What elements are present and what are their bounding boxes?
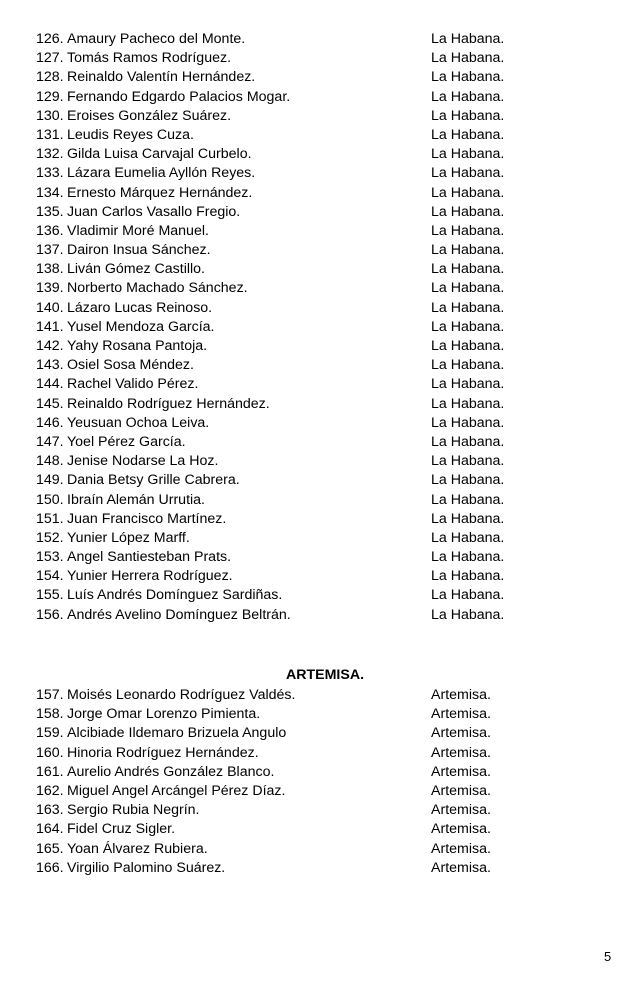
habana-list bbox=[36, 30, 596, 625]
person-name: Yoel Pérez García. bbox=[67, 433, 186, 450]
person-name: Reinaldo Rodríguez Hernández. bbox=[67, 395, 270, 412]
item-number: 148. bbox=[36, 453, 64, 470]
province-name: La Habana. bbox=[431, 299, 505, 316]
person-name: Dairon Insua Sánchez. bbox=[67, 242, 211, 259]
list-item bbox=[36, 337, 596, 356]
province-name: La Habana. bbox=[431, 126, 505, 143]
person-name: Fidel Cruz Sigler. bbox=[67, 821, 176, 838]
item-number: 155. bbox=[36, 587, 64, 604]
item-number: 164. bbox=[36, 821, 64, 838]
person-name: Yahy Rosana Pantoja. bbox=[67, 338, 208, 354]
list-item bbox=[36, 801, 596, 820]
person-name: Yoan Álvarez Rubiera. bbox=[67, 840, 208, 857]
item-number: 147. bbox=[36, 433, 64, 450]
item-number: 141. bbox=[36, 318, 64, 335]
province-name: Artemisa. bbox=[431, 725, 491, 742]
province-name: La Habana. bbox=[431, 318, 505, 335]
person-name: Leudis Reyes Cuza. bbox=[67, 126, 194, 143]
province-name: La Habana. bbox=[431, 395, 505, 412]
province-name: La Habana. bbox=[431, 280, 505, 297]
person-name: Reinaldo Valentín Hernández. bbox=[67, 69, 256, 86]
item-number: 132. bbox=[36, 146, 64, 163]
list-item bbox=[36, 606, 596, 625]
item-number: 166. bbox=[36, 859, 64, 876]
item-number: 133. bbox=[36, 165, 64, 182]
person-name: Lázaro Lucas Reinoso. bbox=[67, 299, 213, 316]
item-number: 157. bbox=[36, 687, 64, 703]
item-number: 139. bbox=[36, 280, 64, 297]
province-name: La Habana. bbox=[431, 261, 505, 278]
list-item bbox=[36, 375, 596, 394]
item-number: 131. bbox=[36, 126, 64, 143]
person-name: Virgilio Palomino Suárez. bbox=[67, 859, 226, 876]
item-number: 135. bbox=[36, 203, 64, 220]
list-item bbox=[36, 68, 596, 87]
item-number: 129. bbox=[36, 88, 64, 105]
list-item bbox=[36, 548, 596, 567]
list-item bbox=[36, 859, 596, 878]
list-item bbox=[36, 820, 596, 839]
province-name: La Habana. bbox=[431, 529, 505, 546]
person-name: Ibraín Alemán Urrutia. bbox=[67, 491, 205, 508]
person-name: Yeusuan Ochoa Leiva. bbox=[67, 414, 210, 431]
list-item bbox=[36, 840, 596, 859]
province-name: La Habana. bbox=[431, 376, 505, 393]
province-name: Artemisa. bbox=[431, 706, 491, 723]
province-name: La Habana. bbox=[431, 568, 505, 585]
person-name: Eroises González Suárez. bbox=[67, 107, 232, 124]
province-name: La Habana. bbox=[431, 242, 505, 259]
province-name: Artemisa. bbox=[431, 859, 491, 876]
list-item bbox=[36, 586, 596, 605]
province-name: La Habana. bbox=[431, 453, 505, 470]
list-item bbox=[36, 241, 596, 260]
province-name: Artemisa. bbox=[431, 687, 491, 703]
list-item bbox=[36, 686, 596, 705]
person-name: Jenise Nodarse La Hoz. bbox=[67, 453, 219, 470]
person-name: Tomás Ramos Rodríguez. bbox=[67, 50, 232, 67]
province-name: La Habana. bbox=[431, 69, 505, 86]
province-name: La Habana. bbox=[431, 433, 505, 450]
artemisa-list bbox=[36, 686, 596, 878]
list-item bbox=[36, 782, 596, 801]
item-number: 137. bbox=[36, 242, 64, 259]
person-name: Aurelio Andrés González Blanco. bbox=[67, 763, 275, 780]
item-number: 138. bbox=[36, 261, 64, 278]
person-name: Gilda Luisa Carvajal Curbelo. bbox=[67, 146, 252, 163]
province-name: La Habana. bbox=[431, 203, 505, 220]
item-number: 163. bbox=[36, 802, 64, 819]
province-name: Artemisa. bbox=[431, 763, 491, 780]
item-number: 143. bbox=[36, 357, 64, 374]
person-name: Juan Carlos Vasallo Fregio. bbox=[67, 203, 241, 220]
list-item bbox=[36, 724, 596, 743]
list-item bbox=[36, 30, 596, 49]
province-name: La Habana. bbox=[431, 587, 505, 604]
list-item bbox=[36, 126, 596, 145]
list-item bbox=[36, 395, 596, 414]
person-name: Andrés Avelino Domínguez Beltrán. bbox=[67, 606, 291, 623]
list-item bbox=[36, 510, 596, 529]
item-number: 146. bbox=[36, 414, 64, 431]
province-name: La Habana. bbox=[431, 88, 505, 105]
list-item bbox=[36, 279, 596, 298]
province-name: La Habana. bbox=[431, 357, 505, 374]
item-number: 140. bbox=[36, 299, 64, 316]
list-item bbox=[36, 299, 596, 318]
person-name: Yusel Mendoza García. bbox=[67, 318, 215, 335]
province-name: La Habana. bbox=[431, 606, 505, 623]
list-item bbox=[36, 318, 596, 337]
artemisa-heading: ARTEMISA. bbox=[285, 667, 365, 683]
item-number: 130. bbox=[36, 107, 64, 124]
person-name: Dania Betsy Grille Cabrera. bbox=[67, 472, 240, 489]
person-name: Lázara Eumelia Ayllón Reyes. bbox=[67, 165, 256, 182]
person-name: Fernando Edgardo Palacios Mogar. bbox=[67, 88, 291, 105]
person-name: Ernesto Márquez Hernández. bbox=[67, 184, 253, 201]
list-item bbox=[36, 763, 596, 782]
item-number: 161. bbox=[36, 763, 64, 780]
item-number: 145. bbox=[36, 395, 64, 412]
list-item bbox=[36, 222, 596, 241]
item-number: 151. bbox=[36, 510, 64, 527]
person-name: Norberto Machado Sánchez. bbox=[67, 280, 248, 297]
list-item bbox=[36, 744, 596, 763]
list-item bbox=[36, 107, 596, 126]
province-name: La Habana. bbox=[431, 107, 505, 124]
list-item bbox=[36, 88, 596, 107]
item-number: 149. bbox=[36, 472, 64, 489]
province-name: La Habana. bbox=[431, 165, 505, 182]
list-item bbox=[36, 567, 596, 586]
province-name: La Habana. bbox=[431, 184, 505, 201]
province-name: Artemisa. bbox=[431, 802, 491, 819]
list-item bbox=[36, 145, 596, 164]
province-name: La Habana. bbox=[431, 338, 505, 354]
item-number: 156. bbox=[36, 606, 64, 623]
province-name: La Habana. bbox=[431, 472, 505, 489]
province-name: La Habana. bbox=[431, 146, 505, 163]
item-number: 136. bbox=[36, 222, 64, 239]
list-item bbox=[36, 260, 596, 279]
province-name: Artemisa. bbox=[431, 744, 491, 761]
item-number: 144. bbox=[36, 376, 64, 393]
item-number: 142. bbox=[36, 338, 64, 354]
province-name: La Habana. bbox=[431, 50, 505, 67]
item-number: 159. bbox=[36, 725, 64, 742]
item-number: 162. bbox=[36, 782, 64, 799]
page-number: 5 bbox=[604, 949, 612, 964]
province-name: La Habana. bbox=[431, 414, 505, 431]
list-item bbox=[36, 164, 596, 183]
item-number: 152. bbox=[36, 529, 64, 546]
item-number: 126. bbox=[36, 31, 64, 47]
person-name: Miguel Angel Arcángel Pérez Díaz. bbox=[67, 782, 286, 799]
person-name: Juan Francisco Martínez. bbox=[67, 510, 227, 527]
person-name: Amaury Pacheco del Monte. bbox=[67, 31, 246, 47]
province-name: Artemisa. bbox=[431, 840, 491, 857]
list-item bbox=[36, 433, 596, 452]
province-name: La Habana. bbox=[431, 491, 505, 508]
province-name: Artemisa. bbox=[431, 821, 491, 838]
item-number: 153. bbox=[36, 549, 64, 566]
province-name: La Habana. bbox=[431, 549, 505, 566]
list-item bbox=[36, 705, 596, 724]
person-name: Alcibiade Ildemaro Brizuela Angulo bbox=[67, 725, 287, 742]
list-item bbox=[36, 184, 596, 203]
person-name: Liván Gómez Castillo. bbox=[67, 261, 205, 278]
list-item bbox=[36, 491, 596, 510]
person-name: Yunier López Marff. bbox=[67, 529, 190, 546]
list-item bbox=[36, 356, 596, 375]
person-name: Jorge Omar Lorenzo Pimienta. bbox=[67, 706, 261, 723]
person-name: Angel Santiesteban Prats. bbox=[67, 549, 232, 566]
list-item bbox=[36, 471, 596, 490]
person-name: Osiel Sosa Méndez. bbox=[67, 357, 194, 374]
province-name: La Habana. bbox=[431, 222, 505, 239]
person-name: Vladimir Moré Manuel. bbox=[67, 222, 209, 239]
item-number: 150. bbox=[36, 491, 64, 508]
item-number: 134. bbox=[36, 184, 64, 201]
person-name: Sergio Rubia Negrín. bbox=[67, 802, 200, 819]
person-name: Luís Andrés Domínguez Sardiñas. bbox=[67, 587, 283, 604]
list-item bbox=[36, 203, 596, 222]
item-number: 154. bbox=[36, 568, 64, 585]
list-item bbox=[36, 452, 596, 471]
list-item bbox=[36, 529, 596, 548]
province-name: La Habana. bbox=[431, 510, 505, 527]
person-name: Hinoria Rodríguez Hernández. bbox=[67, 744, 259, 761]
item-number: 128. bbox=[36, 69, 64, 86]
item-number: 158. bbox=[36, 706, 64, 723]
person-name: Rachel Valido Pérez. bbox=[67, 376, 199, 393]
person-name: Yunier Herrera Rodríguez. bbox=[67, 568, 233, 585]
person-name: Moisés Leonardo Rodríguez Valdés. bbox=[67, 687, 296, 703]
item-number: 165. bbox=[36, 840, 64, 857]
item-number: 160. bbox=[36, 744, 64, 761]
list-item bbox=[36, 49, 596, 68]
item-number: 127. bbox=[36, 50, 64, 67]
province-name: La Habana. bbox=[431, 31, 505, 47]
list-item bbox=[36, 414, 596, 433]
province-name: Artemisa. bbox=[431, 782, 491, 799]
